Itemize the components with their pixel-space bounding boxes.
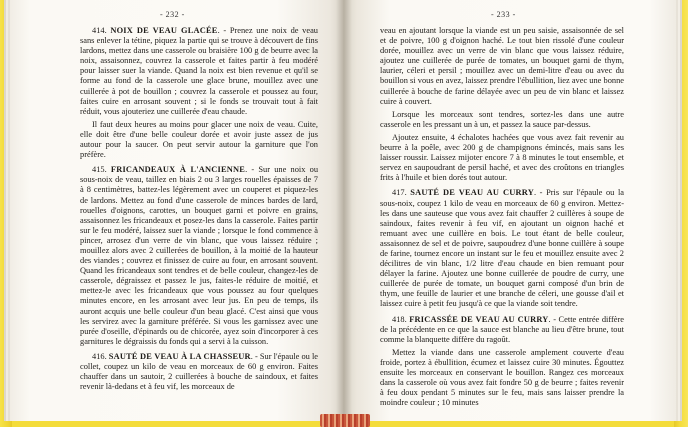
recipe-text: . - Cette entrée diffère de la précédente en ce que la sauce est blanche au lieu d'être brune, tout comme la blanquette diffère du ragoût.: [380, 314, 624, 344]
paragraph-text: Il faut deux heures au moins pour glacer une noix de veau. Cuite, elle doit être d'une belle couleur dorée et avoir juste assez de jus autour pour la saucer. On peut servir autour la garniture que l'on préfère.: [80, 119, 318, 160]
recipe-paragraph: [380, 188, 624, 309]
recipe-number: 414.: [92, 26, 107, 35]
page-number: - 233 -: [491, 10, 516, 19]
paragraph: [380, 348, 624, 409]
paragraph-text: Lorsque les morceaux sont tendres, sortez-les dans une autre casserole en les pressant un à un, et passez la sauce par-dessus.: [380, 109, 624, 129]
recipe-number: 418.: [392, 314, 407, 324]
recipe-title: FRICANDEAUX À L'ANCIENNE: [110, 165, 246, 175]
paragraph: [380, 133, 624, 183]
paragraph-text: Ajoutez ensuite, 4 échalotes hachées que vous avez fait revenir au beurre à la poêle, avec 200 g de champignons émincés, mais sans les laisser roussir. Laissez mijoter encore 7 à 8 minutes le tout ensemble, et servez en saupoudrant de persil haché, et avec des croûtons en triangles frits à l'huile et bien dorés tout autour.: [380, 132, 624, 183]
recipe-text: . - Prenez une noix de veau sans enlever la tétine, piquez la partie qui se trouve à découvert de fins lardons, mettez dans une casserole ou braisière 100 g de beurre avec la noix, assaisonnez, couvrez la casserole et faites partir à feu modéré pour laisser suer la viande. Quand la noix est bien revenue et qu'il se forme au fond de la casserole une glace brune, mouillez avec une cuillerée à pot de bouillon ; couvrez la casserole et poussez au four, faites cuire en arrosant souvent ; si le fonds se trouvait tout à fait réduit, vous ajouteriez une cuillerée d'eau chaude.: [80, 26, 318, 116]
recipe-paragraph: [80, 165, 318, 347]
right-page: [343, 0, 676, 421]
book-headband: [320, 414, 370, 427]
recipe-paragraph: [80, 352, 318, 392]
recipe-title: FRICASSÉE DE VEAU AU CURRY: [409, 314, 549, 324]
page-text: [80, 26, 318, 392]
paragraph: [80, 120, 318, 160]
paragraph-continued: [380, 26, 624, 107]
recipe-number: 416.: [92, 351, 107, 361]
recipe-title: NOIX DE VEAU GLACÉE: [110, 26, 218, 35]
recipe-paragraph: [80, 26, 318, 117]
recipe-number: 417.: [392, 188, 407, 198]
recipe-number: 415.: [92, 165, 107, 175]
book-gutter: [336, 0, 352, 421]
recipe-paragraph: [380, 315, 624, 345]
book-cover-right: [674, 0, 688, 427]
paragraph-text: Mettez la viande dans une casserole amplement couverte d'eau froide, portez à ébullition, écumez et laissez cuire 30 minutes. Égouttez ensuite les morceaux en conservant le bouillon. Rangez ces morceaux dans la casserole où vous avez fait fondre 50 g de beurre ; faites revenir à feu doux pendant 5 minutes sur le feu, mais sans laisser prendre la moindre couleur ; 10 minutes: [380, 347, 624, 408]
left-page: [10, 0, 343, 421]
page-text: [380, 26, 624, 408]
paragraph: [380, 110, 624, 130]
recipe-text: . - Sur une noix ou sous-noix de veau, taillez en biais 2 ou 3 larges rouelles épaisses de 7 à 8 centimètres, battez-les légèrement avec un couperet et piquez-les de lardons. Mettez au fond d'une casserole de minces bardes de lard, rouelles d'oignons, carottes, un bouquet garni et poivre en grains, assaisonnez les fricandeaux et posez-les dans la casserole. Faites partir sur le feu modéré, laissez suer la viande ; lorsque le fond commence à pincer, arrosez d'un verre de vin blanc, que vous laissez réduire ; mouillez alors avec 2 cuillerées de bouillon, à la moitié de la hauteur des viandes ; couvrez et finissez de cuire au four, en arrosant souvent. Quand les fricandeaux sont tendres et de belle couleur, changez-les de casserole, dégraissez et passez le jus, faites-le réduire de moitié, et mettez-le avec les fricandeaux que vous poussez au four quelques minutes encore, en les arrosant avec leur jus. En peu de temps, ils auront acquis une belle couleur d'un beau glacé. C'est ainsi que vous les servirez avec la garniture préférée. Si vous les garnissez avec une purée d'oseille, d'épinards ou de chicorée, ayez soin d'incorporer à ces garnitures le dégraissis du fonds qui a servi à la cuisson.: [80, 165, 319, 346]
recipe-text: . - Pris sur l'épaule ou la sous-noix, coupez 1 kilo de veau en morceaux de 60 g environ. Mettez-les dans une sauteuse que vous avez fait chauffer 2 cuillères à soupe de saindoux, faites revenir à feu vif, en ajoutant un oignon haché et remuant avec une cuillère en bois. Le tout étant de belle couleur, assaisonnez de sel et de poivre, saupoudrez d'une bonne cuillère à soupe de farine, tournez encore un instant sur le feu et mouillez ensuite avec 2 décilitres de vin blanc, 1/2 litre d'eau chaude en bien remuant pour délayer la farine. Ajoutez une bonne cuillerée de poudre de curry, une cuillerée de purée de tomate, un bouquet garni composé d'un brin de thym, une feuille de laurier et une branche de céleri, une gousse d'ail et laissez cuire à petit feu jusqu'à ce que la viande soit tendre.: [380, 188, 625, 309]
recipe-title: SAUTÉ DE VEAU AU CURRY: [410, 188, 534, 198]
recipe-text: . - Sur l'épaule ou le collet, coupez un kilo de veau en morceaux de 60 g environ. Faites chauffer dans un sautoir, 2 cuillerées à bouche de saindoux, et faites revenir là-dedans et à feu vif, les morceaux de: [80, 351, 318, 392]
recipe-title: SAUTÉ DE VEAU À LA CHASSEUR: [108, 351, 251, 361]
page-number: - 232 -: [160, 10, 185, 19]
paragraph-text: veau en ajoutant lorsque la viande est un peu saisie, assaisonnée de sel et de poivre, 100 g d'oignon haché. Le tout bien rissolé d'une couleur dorée, mouillez avec un verre de vin blanc que vous laissez réduire, ajoutez une cuillerée de purée de tomates, un bouquet garni de thym, laurier, céleri et persil ; mouillez avec un demi-litre d'eau ou avec du bouillon si vous en avez, laissez prendre l'ébullition, liez avec une bonne cuillerée à bouche de farine délayée avec un peu de vin blanc et laissez cuire à couvert.: [380, 26, 624, 106]
